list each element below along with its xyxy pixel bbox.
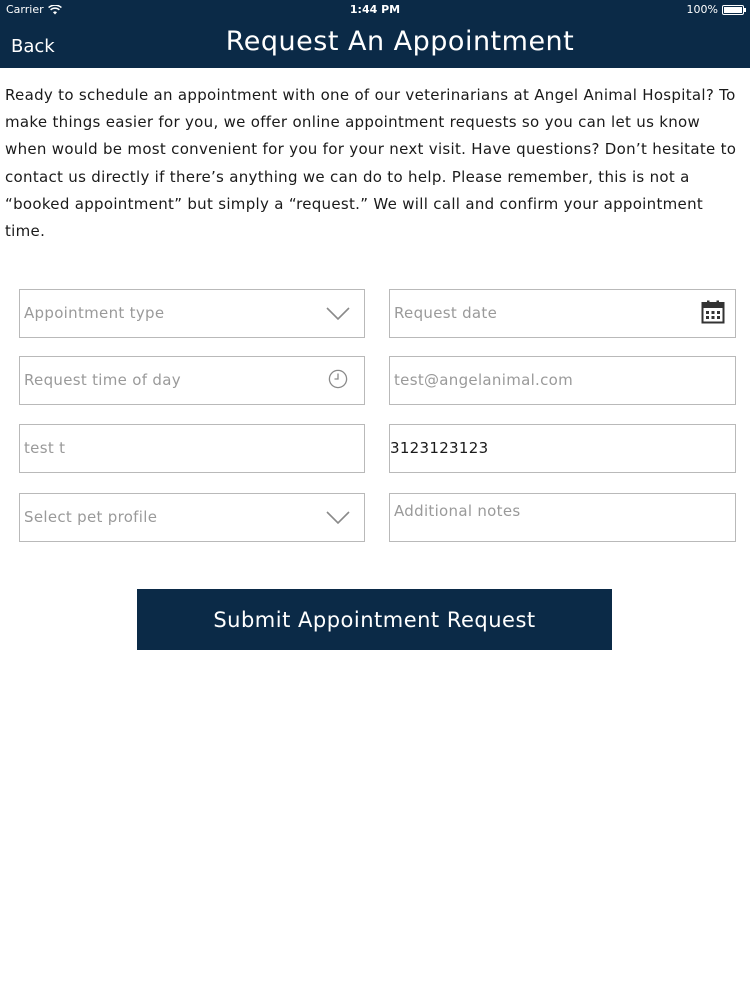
name-field[interactable] xyxy=(19,424,365,473)
battery-percent: 100% xyxy=(686,3,718,16)
page-title: Request An Appointment xyxy=(225,26,575,57)
back-button[interactable]: Back xyxy=(11,36,55,57)
request-date-placeholder: Request date xyxy=(394,304,498,322)
status-time: 1:44 PM xyxy=(349,3,401,16)
additional-notes-placeholder: Additional notes xyxy=(394,502,521,520)
pet-profile-select[interactable] xyxy=(19,493,365,542)
phone-field[interactable] xyxy=(389,424,736,473)
intro-text: Ready to schedule an appointment with one of our veterinarians at Angel Animal Hospital? To make things easier for you, we offer online appointment requests so you can let us know when would be most convenient for you for your next visit. Have questions? Don’t hesitate to contact us directly if there’s anything we can do to help. Please remember, this is not a “booked appointment” but simply a “request.” We will call and confirm your appointment time. xyxy=(5,86,737,241)
appointment-type-select[interactable] xyxy=(19,289,365,338)
name-value: test t xyxy=(24,439,66,457)
pet-profile-placeholder: Select pet profile xyxy=(24,508,158,526)
chevron-down-icon xyxy=(326,306,350,322)
submit-appointment-button[interactable]: Submit Appointment Request xyxy=(137,589,612,650)
phone-value: 3123123123 xyxy=(390,439,489,457)
calendar-icon[interactable] xyxy=(701,300,725,324)
status-bar xyxy=(0,0,750,20)
email-value: test@angelanimal.com xyxy=(394,371,574,389)
additional-notes-field[interactable] xyxy=(389,493,736,542)
header xyxy=(0,0,750,68)
clock-icon[interactable] xyxy=(328,369,348,389)
battery-indicator xyxy=(687,3,744,16)
request-time-placeholder: Request time of day xyxy=(24,371,181,389)
appointment-type-placeholder: Appointment type xyxy=(24,304,165,322)
battery-icon xyxy=(722,5,744,15)
carrier-label: Carrier xyxy=(6,3,44,16)
request-time-field[interactable] xyxy=(19,356,365,405)
request-date-field[interactable] xyxy=(389,289,736,338)
email-field[interactable] xyxy=(389,356,736,405)
chevron-down-icon xyxy=(326,510,350,526)
